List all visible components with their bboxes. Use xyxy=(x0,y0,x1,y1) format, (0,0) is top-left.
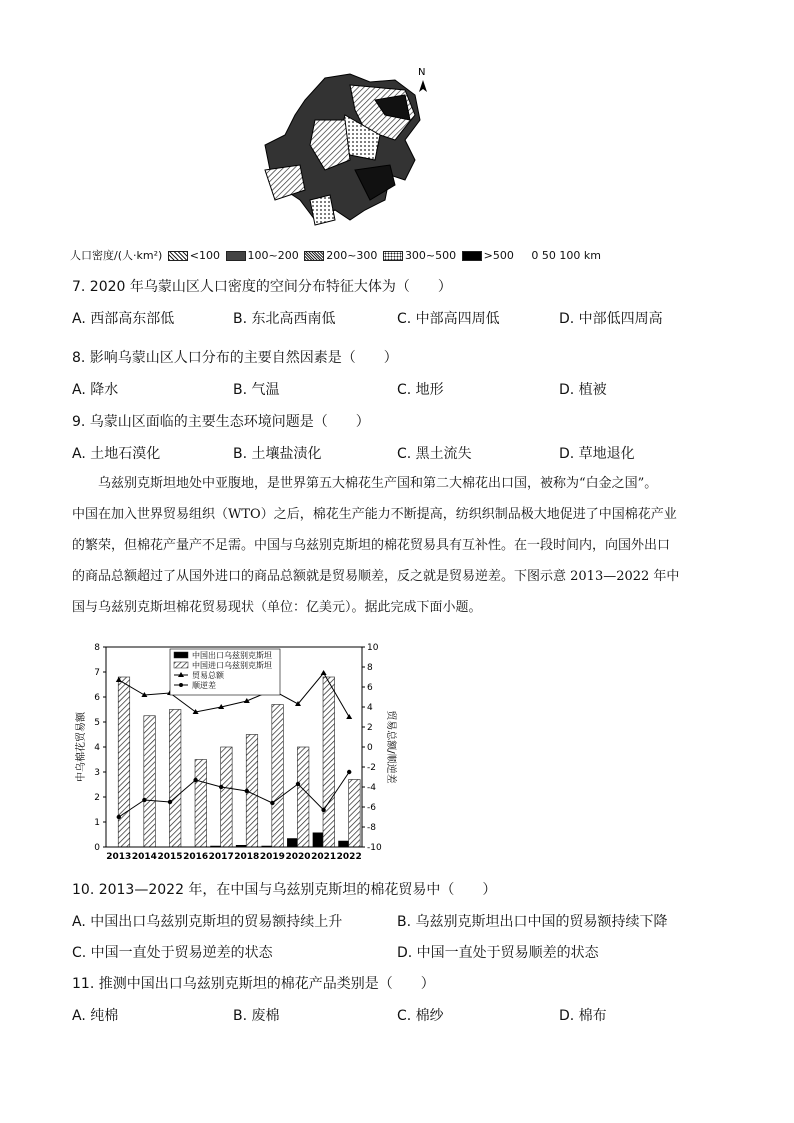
map-figure xyxy=(255,60,455,240)
option-9b[interactable]: B. 土壤盐渍化 xyxy=(233,446,322,462)
x-tick-label: 2022 xyxy=(336,852,362,862)
option-8c[interactable]: C. 地形 xyxy=(397,382,444,398)
y-tick-label: 5 xyxy=(94,718,100,728)
y-tick-label: 0 xyxy=(94,843,100,853)
option-7b[interactable]: B. 东北高西南低 xyxy=(233,311,336,327)
import-bar xyxy=(221,747,233,847)
y2-tick-label: 6 xyxy=(367,683,373,693)
north-label: N xyxy=(418,67,426,78)
option-7c[interactable]: C. 中部高四周低 xyxy=(397,311,500,327)
y2-tick-label: -10 xyxy=(367,843,382,853)
y-tick-label: 1 xyxy=(94,818,100,828)
y2-tick-label: 10 xyxy=(367,643,379,653)
option-11a[interactable]: A. 纯棉 xyxy=(72,1008,119,1024)
x-tick-label: 2020 xyxy=(285,852,311,862)
legend-swatch-hatch-icon xyxy=(168,251,188,261)
import-bar xyxy=(323,677,335,847)
x-tick-label: 2016 xyxy=(183,852,209,862)
import-bar xyxy=(349,780,361,848)
balance-point xyxy=(347,770,351,774)
legend-swatch-gray-icon xyxy=(226,251,246,261)
option-11b[interactable]: B. 废棉 xyxy=(233,1008,280,1024)
north-arrow-icon xyxy=(419,80,427,92)
option-8a[interactable]: A. 降水 xyxy=(72,382,119,398)
legend-label: 中国进口乌兹别克斯坦 xyxy=(192,661,272,670)
legend-title: 人口密度/(人·km²) xyxy=(70,249,163,262)
x-tick-label: 2018 xyxy=(234,852,260,862)
question-8: 8. 影响乌蒙山区人口分布的主要自然因素是（ ） xyxy=(72,350,398,366)
option-9c[interactable]: C. 黑土流失 xyxy=(397,446,472,462)
y2-tick-label: 0 xyxy=(367,743,373,753)
legend-label: >500 xyxy=(483,249,514,262)
option-10c[interactable]: C. 中国一直处于贸易逆差的状态 xyxy=(72,945,273,961)
y2-tick-label: -2 xyxy=(367,763,376,773)
export-bar xyxy=(287,838,297,847)
y-tick-label: 6 xyxy=(94,693,100,703)
option-10d[interactable]: D. 中国一直处于贸易顺差的状态 xyxy=(397,945,599,961)
y2-tick-label: 2 xyxy=(367,723,373,733)
option-10a[interactable]: A. 中国出口乌兹别克斯坦的贸易额持续上升 xyxy=(72,914,343,930)
export-bar xyxy=(313,833,323,848)
import-bar xyxy=(272,705,284,848)
passage-line: 的商品总额超过了从国外进口的商品总额就是贸易顺差，反之就是贸易逆差。下图示意 2013—2022 年中 xyxy=(72,569,680,584)
y-tick-label: 4 xyxy=(94,743,100,753)
scale-bar: 0 50 100 km xyxy=(531,249,601,262)
passage xyxy=(72,468,732,623)
passage-line: 国与乌兹别克斯坦棉花贸易现状（单位：亿美元）。据此完成下面小题。 xyxy=(72,600,482,615)
option-10b[interactable]: B. 乌兹别克斯坦出口中国的贸易额持续下降 xyxy=(397,914,668,930)
x-tick-label: 2019 xyxy=(259,852,285,862)
balance-point xyxy=(193,778,197,782)
option-11d[interactable]: D. 棉布 xyxy=(559,1008,607,1024)
x-tick-label: 2014 xyxy=(131,852,157,862)
legend-label: 中国出口乌兹别克斯坦 xyxy=(192,651,272,660)
x-tick-label: 2021 xyxy=(311,852,337,862)
total-point xyxy=(346,714,352,719)
x-tick-label: 2017 xyxy=(208,852,234,862)
import-bar xyxy=(118,677,130,847)
legend-label: 300~500 xyxy=(404,249,457,262)
option-7d[interactable]: D. 中部低四周高 xyxy=(559,311,663,327)
question-9: 9. 乌蒙山区面临的主要生态环境问题是（ ） xyxy=(72,414,370,430)
legend-swatch-black-icon xyxy=(462,251,482,261)
balance-point xyxy=(296,782,300,786)
legend-label: 100~200 xyxy=(247,249,299,262)
question-11: 11. 推测中国出口乌兹别克斯坦的棉花产品类别是（ ） xyxy=(72,976,435,992)
option-8b[interactable]: B. 气温 xyxy=(233,382,280,398)
passage-line: 乌兹别克斯坦地处中亚腹地，是世界第五大棉花生产国和第二大棉花出口国，被称为“白金之国”。 xyxy=(72,476,658,491)
balance-point xyxy=(117,815,121,819)
y-tick-label: 7 xyxy=(94,668,100,678)
y2-tick-label: 8 xyxy=(367,663,373,673)
option-8d[interactable]: D. 植被 xyxy=(559,382,607,398)
import-bar xyxy=(297,747,309,847)
x-tick-label: 2015 xyxy=(157,852,183,862)
legend-swatch-dots-icon xyxy=(383,251,403,261)
question-7: 7. 2020 年乌蒙山区人口密度的空间分布特征大体为（ ） xyxy=(72,279,452,295)
option-11c[interactable]: C. 棉纱 xyxy=(397,1008,444,1024)
balance-point xyxy=(142,798,146,802)
balance-point xyxy=(168,800,172,804)
map-legend xyxy=(70,247,601,263)
balance-point xyxy=(219,785,223,789)
option-9d[interactable]: D. 草地退化 xyxy=(559,446,635,462)
option-9a[interactable]: A. 土地石漠化 xyxy=(72,446,161,462)
y-tick-label: 8 xyxy=(94,643,100,653)
trade-chart xyxy=(72,635,402,865)
y-axis-label: 中乌棉花贸易额 xyxy=(76,712,87,782)
import-bar xyxy=(144,716,156,847)
passage-line: 中国在加入世界贸易组织（WTO）之后，棉花生产能力不断提高，纺织织制品极大地促进了中国棉花产业 xyxy=(72,507,677,522)
y2-tick-label: -4 xyxy=(367,783,376,793)
legend-label: 200~300 xyxy=(326,249,378,262)
y2-tick-label: -6 xyxy=(367,803,376,813)
option-7a[interactable]: A. 西部高东部低 xyxy=(72,311,175,327)
balance-point xyxy=(270,801,274,805)
legend-label: <100 xyxy=(189,249,220,262)
legend-swatch xyxy=(174,652,188,658)
passage-line: 的繁荣，但棉花产量产不足需。中国与乌兹别克斯坦的棉花贸易具有互补性。在一段时间内，向国外出口 xyxy=(72,538,671,553)
y-tick-label: 3 xyxy=(94,768,100,778)
y2-tick-label: -8 xyxy=(367,823,376,833)
question-10: 10. 2013—2022 年，在中国与乌兹别克斯坦的棉花贸易中（ ） xyxy=(72,882,497,898)
import-bar xyxy=(169,710,181,848)
total-point xyxy=(321,670,327,675)
x-tick-label: 2013 xyxy=(106,852,132,862)
region-map xyxy=(255,60,455,240)
y2-tick-label: 4 xyxy=(367,703,373,713)
import-bar xyxy=(195,760,207,848)
legend-marker xyxy=(179,683,183,687)
balance-point xyxy=(245,789,249,793)
legend-label: 贸易总额 xyxy=(192,671,224,680)
y2-axis-label: 贸易总额/顺逆差 xyxy=(385,710,396,784)
legend-label: 顺逆差 xyxy=(192,681,216,690)
export-bar xyxy=(338,841,348,847)
legend-swatch xyxy=(174,662,188,668)
balance-point xyxy=(321,808,325,812)
legend-swatch-dense-hatch-icon xyxy=(304,251,324,261)
trade-chart-svg xyxy=(72,635,402,865)
y-tick-label: 2 xyxy=(94,793,100,803)
